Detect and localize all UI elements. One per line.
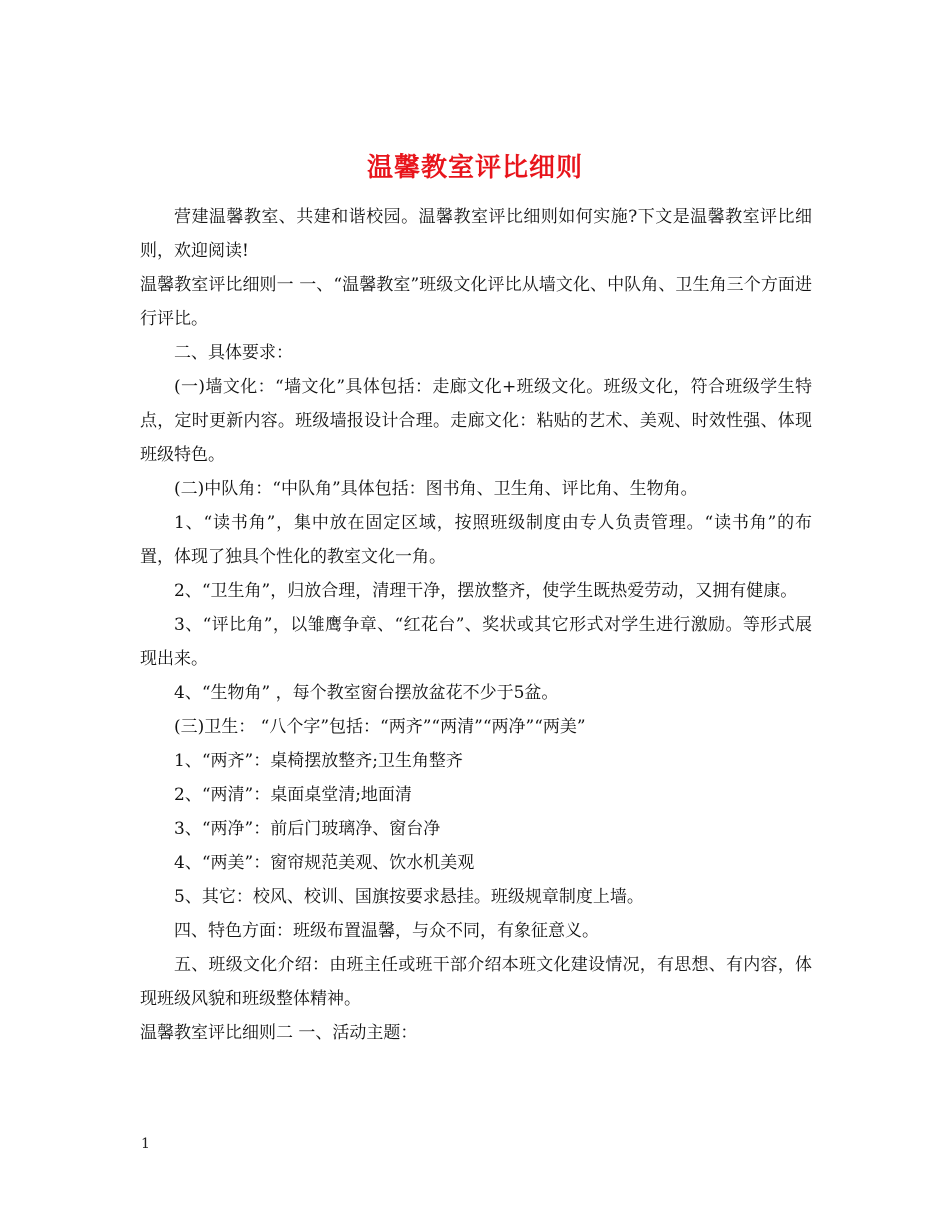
list-item-other: 5、其它：校风、校训、国旗按要求悬挂。班级规章制度上墙。 [174, 887, 644, 907]
paragraph-intro: 营建温馨教室、共建和谐校园。温馨教室评比细则如何实施?下文是温馨教室评比细则，欢迎阅读! [140, 207, 812, 261]
paragraph-reading-corner: 1、“读书角”，集中放在固定区域，按照班级制度由专人负责管理。“读书角”的布置，体现了独具个性化的教室文化一角。 [140, 513, 812, 567]
paragraph-hygiene-corner: 2、“卫生角”，归放合理，清理干净，摆放整齐，使学生既热爱劳动，又拥有健康。 [174, 581, 798, 601]
paragraph-biology-corner: 4、“生物角” ，每个教室窗台摆放盆花不少于5盆。 [174, 683, 559, 703]
list-item-two-neat: 1、“两齐”：桌椅摆放整齐;卫生角整齐 [174, 751, 463, 771]
paragraph-wall-culture: (一)墙文化：“墙文化”具体包括：走廊文化+班级文化。班级文化，符合班级学生特点，定时更新内容。班级墙报设计合理。走廊文化：粘贴的艺术、美观、时效性强、体现班级特色。 [140, 377, 812, 465]
paragraph-culture-intro: 五、班级文化介绍：由班主任或班干部介绍本班文化建设情况，有思想、有内容，体现班级风貌和班级整体精神。 [140, 955, 812, 1009]
page-number: 1 [141, 1136, 150, 1152]
list-item-two-beauty: 4、“两美”：窗帘规范美观、饮水机美观 [174, 853, 475, 873]
paragraph-requirements-heading: 二、具体要求： [174, 343, 293, 363]
paragraph-hygiene-heading: (三)卫生： “八个字”包括：“两齐”“两清”“两净”“两美” [174, 717, 586, 737]
paragraph-section-one-heading: 温馨教室评比细则一 一、“温馨教室”班级文化评比从墙文化、中队角、卫生角三个方面进行评比。 [140, 275, 812, 329]
paragraph-features: 四、特色方面：班级布置温馨，与众不同，有象征意义。 [174, 921, 599, 941]
paragraph-evaluation-corner: 3、“评比角”，以雏鹰争章、“红花台”、奖状或其它形式对学生进行激励。等形式展现出来。 [140, 615, 812, 669]
document-body [140, 200, 812, 1050]
paragraph-squad-corner: (二)中队角：“中队角”具体包括：图书角、卫生角、评比角、生物角。 [174, 479, 698, 499]
paragraph-section-two-heading: 温馨教室评比细则二 一、活动主题： [140, 1023, 418, 1043]
list-item-two-clear: 2、“两清”：桌面桌堂清;地面清 [174, 785, 412, 805]
document-title: 温馨教室评比细则 [366, 153, 583, 184]
list-item-two-clean: 3、“两净”：前后门玻璃净、窗台净 [174, 819, 441, 839]
